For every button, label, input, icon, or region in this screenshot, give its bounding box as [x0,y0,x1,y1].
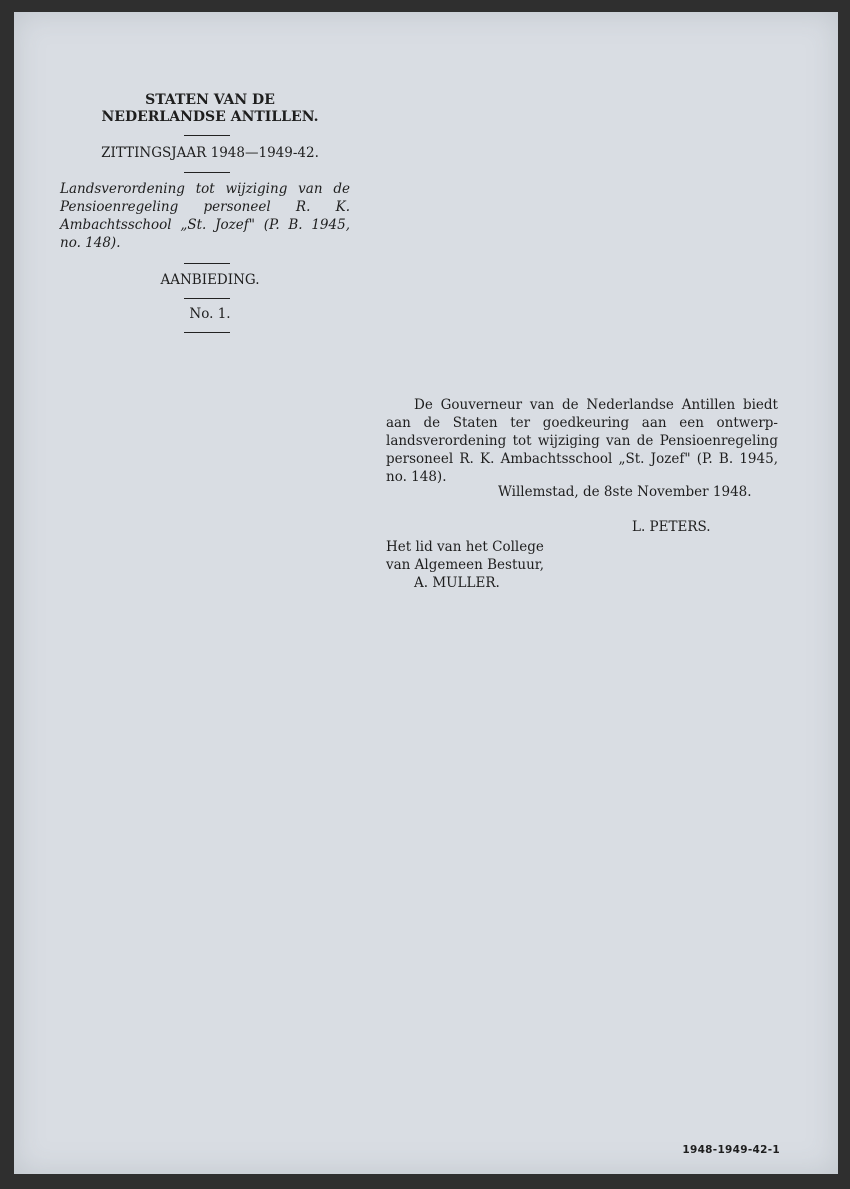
divider-rule [184,263,230,264]
divider-rule [184,172,230,173]
footer-document-number: 1948-1949-42-1 [682,1144,780,1156]
countersign-line-1: Het lid van het College [386,539,544,555]
document-type: AANBIEDING. [160,272,260,288]
divider-rule [184,298,230,299]
countersign-name: A. MULLER. [414,575,500,591]
title-line-2: NEDERLANDSE ANTILLEN. [101,109,319,125]
document-page [14,12,838,1174]
title-line-1: STATEN VAN DE [145,92,275,108]
document-number-label: No. 1. [189,306,231,322]
subject-text: Landsverordening tot wijziging van de Pensioenregeling personeel R. K. Ambachtsschool „St. Jozef" (P. B. 1945, no. 148). [60,181,350,251]
countersign-line-2: van Algemeen Bestuur, [386,557,545,573]
place-date: Willemstad, de 8ste November 1948. [498,484,752,500]
signatory: L. PETERS. [632,519,711,535]
body-paragraph: De Gouverneur van de Nederlandse Antillen biedt aan de Staten ter goedkeuring aan een ontwerp-landsverordening tot wijziging van de Pensioenregeling personeel R. K. Ambachtsschool „St. Jozef" (P. B. 1945, no. 148). [386,397,778,485]
divider-rule [184,332,230,333]
countersignature [386,538,544,592]
divider-rule [184,135,230,136]
session-year: ZITTINGSJAAR 1948—1949-42. [101,145,319,161]
title-block [90,92,330,126]
